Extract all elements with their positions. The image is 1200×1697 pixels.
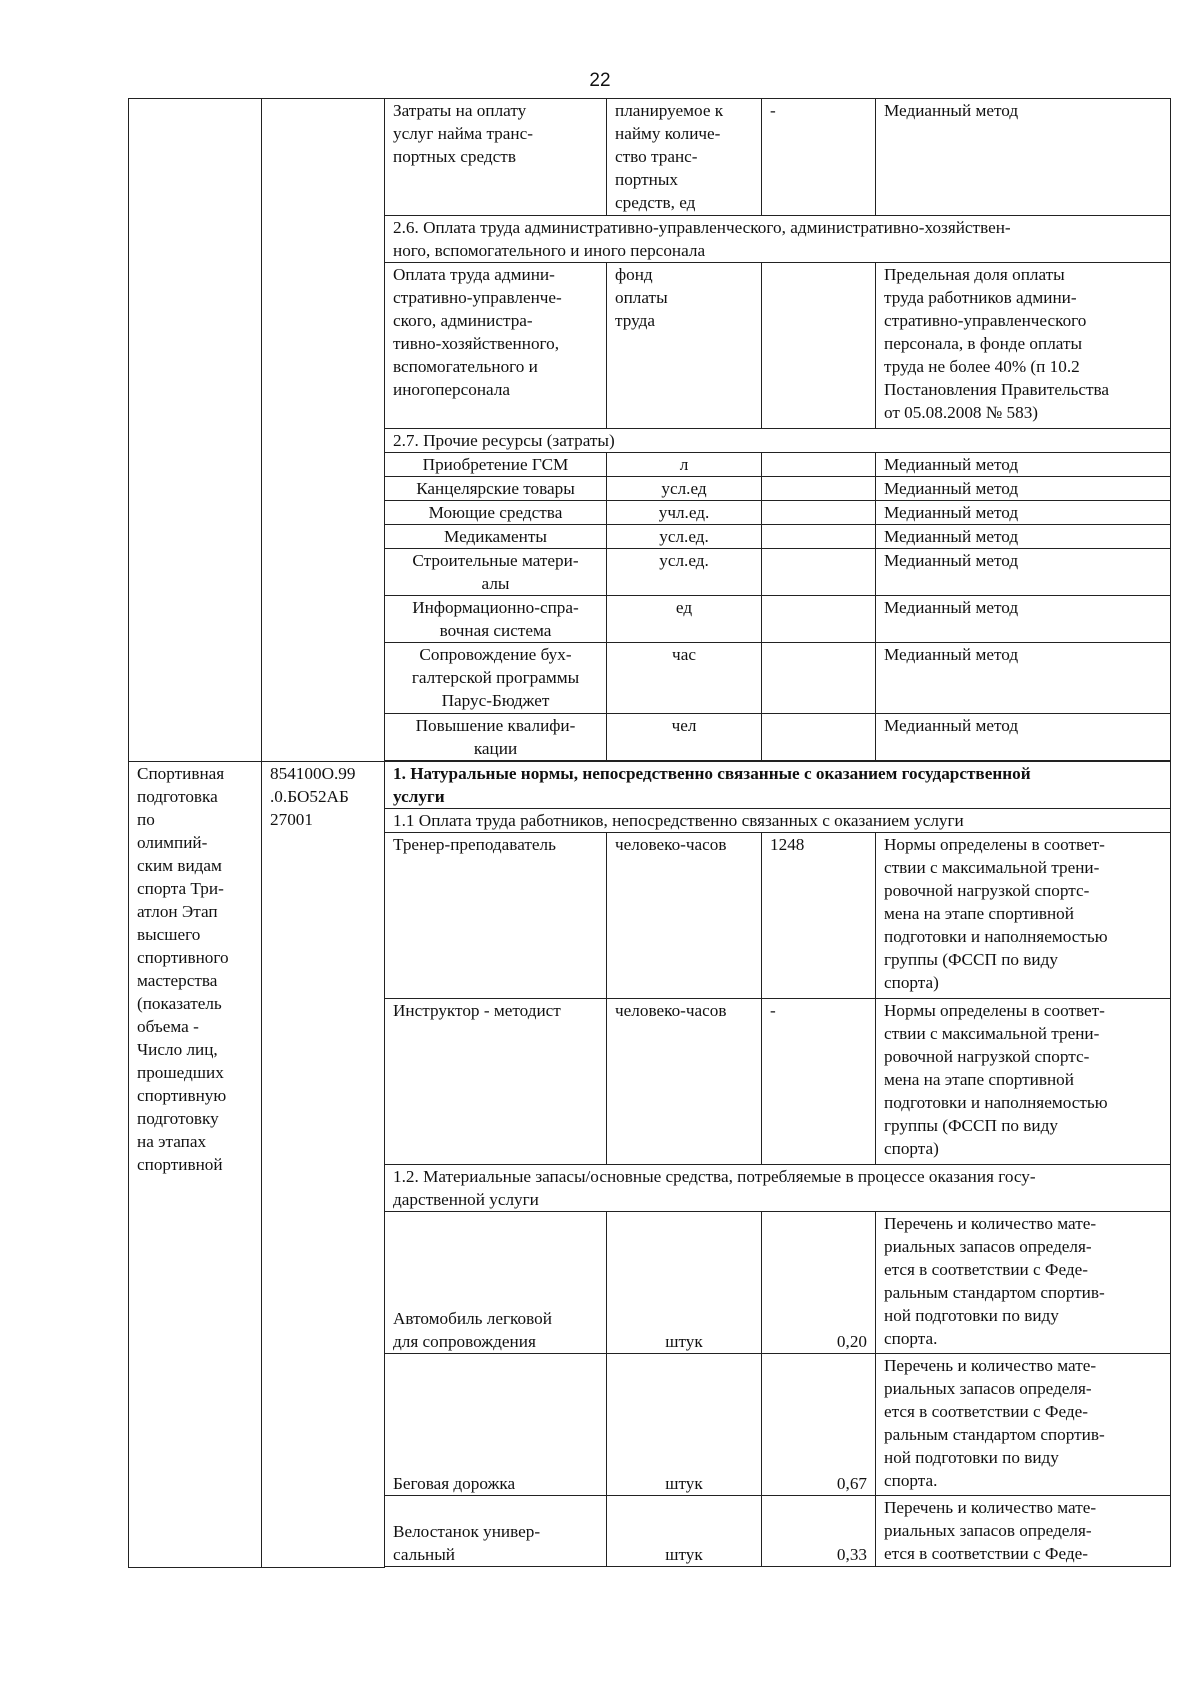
- spacer: [385, 1567, 1171, 1568]
- resource-method: Медианный метод: [876, 453, 1171, 477]
- resource-method: Медианный метод: [876, 525, 1171, 549]
- resource-method: Медианный метод: [876, 501, 1171, 525]
- resource-value: 0,67: [762, 1354, 876, 1496]
- resource-name: Приобретение ГСМ: [385, 453, 607, 477]
- resource-name: Затраты на оплату услуг найма транс- портных средств: [385, 99, 607, 216]
- resource-unit: л: [607, 453, 762, 477]
- resource-value: [762, 525, 876, 549]
- section-1-1-title: 1.1 Оплата труда работников, непосредственно связанных с оказанием услуги: [385, 809, 1171, 833]
- resource-unit: человеко-часов: [607, 999, 762, 1165]
- resource-value: [762, 501, 876, 525]
- resource-unit: штук: [607, 1354, 762, 1496]
- service-name: Спортивная подготовка по олимпий- ским видам спорта Три- атлон Этап высшего спортивного мастерства (показатель объема - Число лиц, прошедших спортивную подготовку на этапах спортивной: [129, 762, 262, 1568]
- resource-method: Медианный метод: [876, 477, 1171, 501]
- resource-method: Медианный метод: [876, 643, 1171, 714]
- resource-value: [762, 596, 876, 643]
- resource-method: Нормы определены в соответ- ствии с максимальной трени- ровочной нагрузкой спортс- мена на этапе спортивной подготовки и наполняемостью группы (ФССП по виду спорта): [876, 999, 1171, 1165]
- resource-method: Медианный метод: [876, 714, 1171, 761]
- resource-value: [762, 453, 876, 477]
- resource-method: Медианный метод: [876, 99, 1171, 216]
- resource-name: Инструктор - методист: [385, 999, 607, 1165]
- resource-name: Оплата труда админи- стративно-управленче- ского, администра- тивно-хозяйственного, вспомогательного и иногоперсонала: [385, 263, 607, 429]
- resource-unit: ед: [607, 596, 762, 643]
- section-row: [129, 762, 1171, 809]
- resource-value: 0,20: [762, 1212, 876, 1354]
- resource-value: 1248: [762, 833, 876, 999]
- service-code: 854100О.99 .0.БО52АБ 27001: [262, 762, 385, 1568]
- resource-name: Автомобиль легковой для сопровождения: [385, 1212, 607, 1354]
- resource-value: -: [762, 99, 876, 216]
- resource-value: [762, 549, 876, 596]
- resource-method: Медианный метод: [876, 596, 1171, 643]
- resource-unit: планируемое к найму количе- ство транс- портных средств, ед: [607, 99, 762, 216]
- resource-name: Моющие средства: [385, 501, 607, 525]
- resource-method: Предельная доля оплаты труда работников админи- стративно-управленческого персонала, в фонде оплаты труда не более 40% (п 10.2 Постановления Правительства от 05.08.2008 № 583): [876, 263, 1171, 429]
- resource-value: [762, 714, 876, 761]
- service-name-cell-empty: [129, 99, 262, 762]
- resource-unit: штук: [607, 1496, 762, 1567]
- resource-method: Перечень и количество мате- риальных запасов определя- ется в соответствии с Феде- ральным стандартом спортив- ной подготовки по виду спорта.: [876, 1354, 1171, 1496]
- resource-unit: учл.ед.: [607, 501, 762, 525]
- section-1-title: 1. Натуральные нормы, непосредственно связанные с оказанием государственной услуги: [385, 762, 1171, 809]
- resource-method: Медианный метод: [876, 549, 1171, 596]
- resource-method: Перечень и количество мате- риальных запасов определя- ется в соответствии с Феде- ральным стандартом спортив- ной подготовки по виду спорта.: [876, 1212, 1171, 1354]
- resource-unit: чел: [607, 714, 762, 761]
- resource-method: Перечень и количество мате- риальных запасов определя- ется в соответствии с Феде-: [876, 1496, 1171, 1567]
- resource-unit: человеко-часов: [607, 833, 762, 999]
- table-row: [129, 99, 1171, 216]
- resource-name: Медикаменты: [385, 525, 607, 549]
- resource-name: Сопровождение бух- галтерской программы Парус-Бюджет: [385, 643, 607, 714]
- service-code-cell-empty: [262, 99, 385, 762]
- resource-name: Канцелярские товары: [385, 477, 607, 501]
- resource-name: Повышение квалифи- кации: [385, 714, 607, 761]
- resource-name: Велостанок универ- сальный: [385, 1496, 607, 1567]
- resource-value: [762, 643, 876, 714]
- resource-unit: усл.ед: [607, 477, 762, 501]
- resource-unit: штук: [607, 1212, 762, 1354]
- resource-unit: час: [607, 643, 762, 714]
- section-2-6-title: 2.6. Оплата труда административно-управленческого, административно-хозяйствен- ного, вспомогательного и иного персонала: [385, 216, 1171, 263]
- resource-value: 0,33: [762, 1496, 876, 1567]
- resource-name: Беговая дорожка: [385, 1354, 607, 1496]
- resource-name: Строительные матери- алы: [385, 549, 607, 596]
- section-2-7-title: 2.7. Прочие ресурсы (затраты): [385, 429, 1171, 453]
- resource-unit: усл.ед.: [607, 525, 762, 549]
- resource-unit: усл.ед.: [607, 549, 762, 596]
- resource-name: Тренер-преподаватель: [385, 833, 607, 999]
- section-1-2-title: 1.2. Материальные запасы/основные средства, потребляемые в процессе оказания госу- дарственной услуги: [385, 1165, 1171, 1212]
- resource-value: [762, 477, 876, 501]
- resource-unit: фонд оплаты труда: [607, 263, 762, 429]
- resource-method: Нормы определены в соответ- ствии с максимальной трени- ровочной нагрузкой спортс- мена на этапе спортивной подготовки и наполняемостью группы (ФССП по виду спорта): [876, 833, 1171, 999]
- norms-table: [128, 98, 1171, 1568]
- resource-value: -: [762, 999, 876, 1165]
- resource-value: [762, 263, 876, 429]
- resource-name: Информационно-спра- вочная система: [385, 596, 607, 643]
- page-number: 22: [589, 70, 611, 91]
